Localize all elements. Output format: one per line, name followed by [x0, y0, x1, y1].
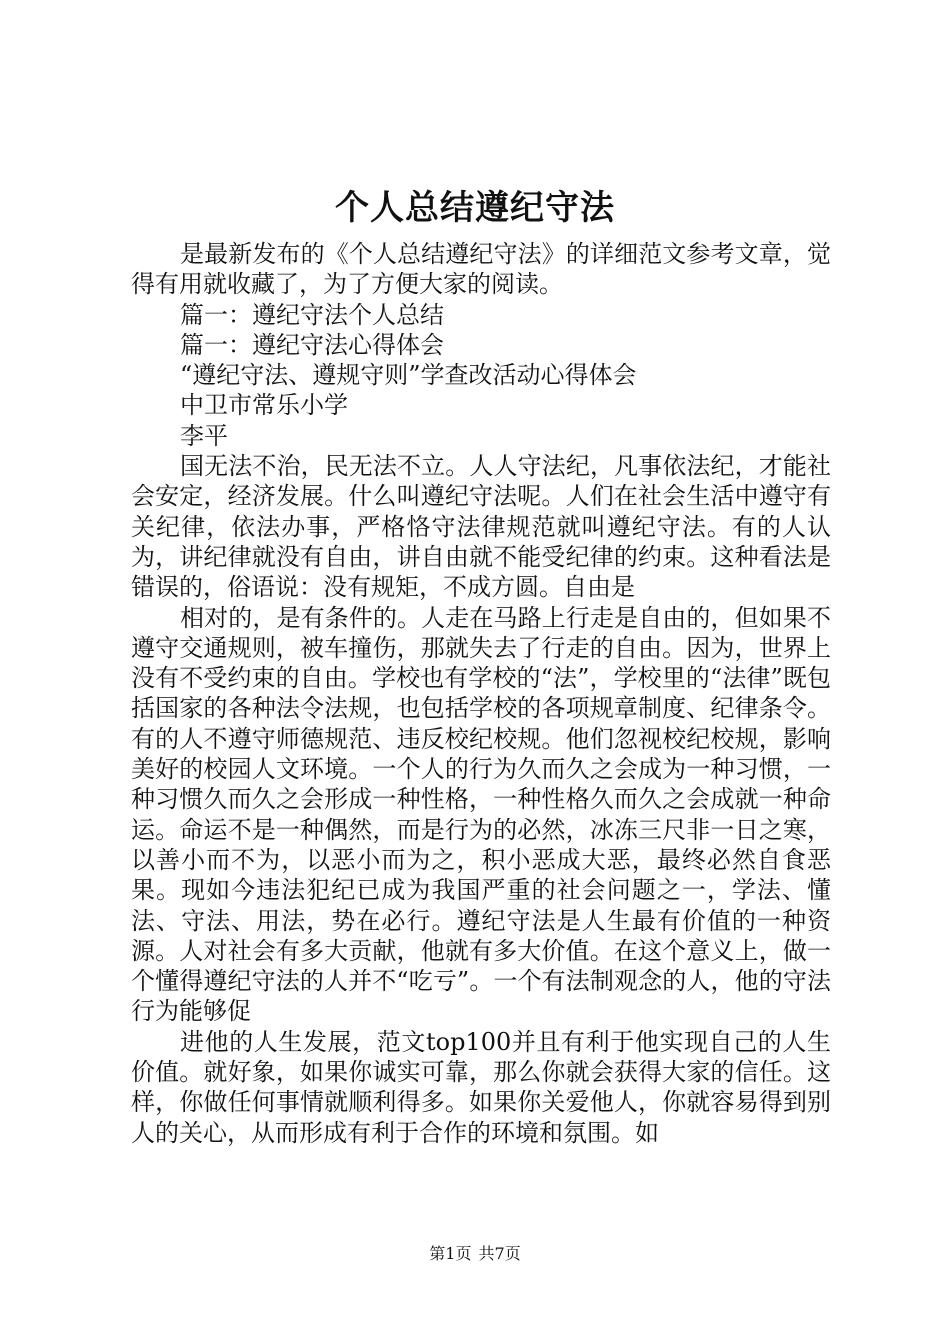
body-paragraph: 国无法不治，民无法不立。人人守法纪，凡事依法纪，才能社会安定，经济发展。什么叫遵纪守法呢。人们在社会生活中遵守有关纪律，依法办事，严格恪守法律规范就叫遵纪守法。有的人认为，讲纪律就没有自由，讲自由就不能受纪律的约束。这种看法是错误的，俗语说：没有规矩，不成方圆。自由是	[131, 452, 831, 602]
page-footer	[0, 1244, 950, 1264]
intro-paragraph: 是最新发布的《个人总结遵纪守法》的详细范文参考文章，觉得有用就收藏了，为了方便大家的阅读。	[131, 240, 831, 299]
article-heading: “遵纪守法、遵规守则”学查改活动心得体会	[180, 361, 637, 390]
section-heading: 篇一：遵纪守法个人总结	[180, 300, 444, 329]
body-paragraph: 进他的人生发展，范文top100并且有利于他实现自己的人生价值。就好象，如果你诚实可靠，那么你就会获得大家的信任。这样，你做任何事情就顺利得多。如果你关爱他人，你就容易得到别人的关心，从而形成有利于合作的环境和氛围。如	[131, 1027, 831, 1147]
author-school: 中卫市常乐小学	[180, 391, 348, 420]
author-name: 李平	[180, 421, 228, 450]
document-body	[131, 239, 831, 1148]
section-heading: 篇一：遵纪守法心得体会	[180, 330, 444, 359]
page-total: 共7页	[478, 1244, 521, 1263]
page-number: 第1页	[429, 1244, 472, 1263]
body-paragraph: 相对的，是有条件的。人走在马路上行走是自由的，但如果不遵守交通规则，被车撞伤，那就失去了行走的自由。因为，世界上没有不受约束的自由。学校也有学校的“法”，学校里的“法律”既包括国家的各种法令法规，也包括学校的各项规章制度、纪律条令。有的人不遵守师德规范、违反校纪校规。他们忽视校纪校规，影响美好的校园人文环境。一个人的行为久而久之会成为一种习惯，一种习惯久而久之会形成一种性格，一种性格久而久之会成就一种命运。命运不是一种偶然，而是行为的必然，冰冻三尺非一日之寒，以善小而不为，以恶小而为之，积小恶成大恶，最终必然自食恶果。现如今违法犯纪已成为我国严重的社会问题之一，学法、懂法、守法、用法，势在必行。遵纪守法是人生最有价值的一种资源。人对社会有多大贡献，他就有多大价值。在这个意义上，做一个懂得遵纪守法的人并不“吃亏”。一个有法制观念的人，他的守法行为能够促	[131, 603, 831, 1026]
page-title: 个人总结遵纪守法	[335, 188, 615, 228]
